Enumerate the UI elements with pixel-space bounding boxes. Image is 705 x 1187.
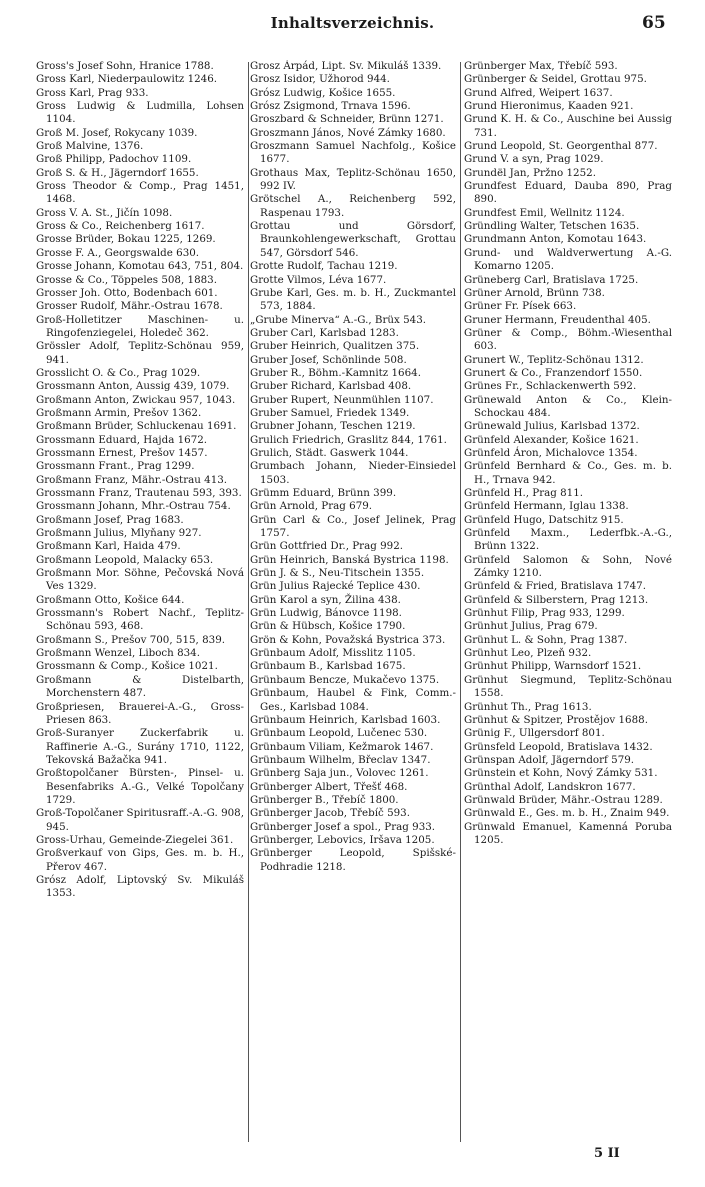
index-entry: Grün & Hübsch, Košice 1790.: [250, 620, 406, 633]
index-entry: Grünhut Filip, Prag 933, 1299.: [464, 607, 625, 620]
index-entry: Grundfest Emil, Wellnitz 1124.: [464, 206, 625, 219]
index-entry: Grünfeld Bernhard & Co., Ges. m. b. H., Trnava 942.: [464, 460, 672, 486]
index-entry: Grün Julius Rajecké Teplice 430.: [250, 580, 421, 593]
index-entry: „Grube Minerva“ A.-G., Brüx 543.: [250, 313, 427, 326]
index-entry: Grosse F. A., Georgswalde 630.: [36, 246, 200, 259]
index-entry: Grund V. a syn, Prag 1029.: [464, 153, 604, 166]
index-entry: Großmann Franz, Mähr.-Ostrau 413.: [36, 473, 228, 486]
index-entry: Grube Karl, Ges. m. b. H., Zuckmantel 573, 1884.: [250, 286, 456, 313]
index-entry: Grön & Kohn, Považská Bystrica 373.: [250, 633, 446, 646]
index-entry: Grossmann Ernest, Prešov 1457.: [36, 446, 208, 459]
index-entry: Grosser Rudolf, Mähr.-Ostrau 1678.: [36, 300, 223, 313]
page-title: Inhaltsverzeichnis.: [270, 14, 435, 32]
index-entry: Grün Gottfried Dr., Prag 992.: [250, 540, 404, 553]
index-entry: Groß-Holletitzer Maschinen- u. Ringofenziegelei, Holedeč 362.: [36, 313, 244, 339]
index-entry: Grünbaum Heinrich, Karlsbad 1603.: [250, 713, 441, 726]
index-entry: Grund Hieronimus, Kaaden 921.: [464, 100, 634, 113]
index-entry: Großmann Julius, Mlyňany 927.: [36, 527, 202, 540]
index-entry: Gross Ludwig & Ludmilla, Lohsen 1104.: [36, 100, 244, 126]
index-entry: Grünewald Julius, Karlsbad 1372.: [464, 420, 640, 433]
index-entry: Grünhut L. & Sohn, Prag 1387.: [464, 633, 628, 646]
index-entry: Grünfeld Hugo, Datschitz 915.: [464, 513, 624, 526]
index-entry: Gruber R., Böhm.-Kamnitz 1664.: [250, 366, 421, 379]
index-entry: Großmann Armin, Prešov 1362.: [36, 406, 202, 419]
index-entry: Grünbaum Wilhelm, Břeclav 1347.: [250, 753, 431, 766]
index-entry: Grund Alfred, Weipert 1637.: [464, 86, 613, 99]
index-entry: Gruber Richard, Karlsbad 408.: [250, 380, 412, 393]
index-entry: Grünwald E., Ges. m. b. H., Znaim 949.: [464, 807, 670, 820]
index-entry: Grünhut Siegmund, Teplitz-Schönau 1558.: [464, 673, 672, 700]
index-entry: Grünberger Albert, Třešť 468.: [250, 780, 408, 793]
index-entry: Grumbach Johann, Nieder-Einsiedel 1503.: [250, 460, 456, 486]
index-entry: Grünberger, Lebovics, Iršava 1205.: [250, 833, 435, 846]
index-entry: Grundël Jan, Pržno 1252.: [464, 166, 596, 179]
index-entry: Grünwald Emanuel, Kamenná Poruba 1205.: [464, 820, 672, 846]
index-entry: Grünes Fr., Schlackenwerth 592.: [464, 380, 637, 393]
index-entry: Grund- und Waldverwertung A.-G. Komarno 1205.: [464, 246, 672, 273]
index-entry: Großtopolčaner Bürsten-, Pinsel- u. Besenfabriks A.-G., Velké Topolčany 1729.: [36, 767, 244, 806]
index-entry: Grünbaum Viliam, Kežmarok 1467.: [250, 740, 434, 753]
index-entry: Grünfeld Alexander, Košice 1621.: [464, 433, 639, 446]
index-entry: Grubner Johann, Teschen 1219.: [250, 420, 416, 433]
index-entry: Grünbaum B., Karlsbad 1675.: [250, 660, 406, 673]
index-entry: Grundfest Eduard, Dauba 890, Prag 890.: [464, 180, 672, 206]
index-entry: Grünberger Jacob, Třebíč 593.: [250, 807, 411, 820]
index-entry: Groß Philipp, Padochov 1109.: [36, 153, 192, 166]
index-entry: Großpriesen, Brauerei-A.-G., Gross-Priesen 863.: [36, 700, 244, 726]
index-entry: Grüner Fr. Písek 663.: [464, 300, 577, 313]
index-entry: Gruber Carl, Karlsbad 1283.: [250, 326, 399, 339]
index-entry: Grünstein et Kohn, Nový Zámky 531.: [464, 767, 658, 780]
index-entry: Grund K. H. & Co., Auschine bei Aussig 731.: [464, 113, 672, 139]
index-entry: Grössler Adolf, Teplitz-Schönau 959, 941.: [36, 340, 244, 366]
index-entry: Grossmann Eduard, Hajda 1672.: [36, 433, 208, 446]
index-entry: Groszbard & Schneider, Brünn 1271.: [250, 113, 444, 126]
index-entry: Grüner Arnold, Brünn 738.: [464, 286, 605, 299]
index-entry: Gruber Samuel, Friedek 1349.: [250, 406, 410, 419]
index-entry: Grossmann Anton, Aussig 439, 1079.: [36, 380, 230, 393]
index-entry: Grünberger B., Třebíč 1800.: [250, 793, 399, 806]
index-entry: Gruber Josef, Schönlinde 508.: [250, 353, 407, 366]
index-entry: Gruner Hermann, Freudenthal 405.: [464, 313, 651, 326]
index-entry: Grothaus Max, Teplitz-Schönau 1650, 992 IV.: [250, 166, 456, 193]
index-entry: Grünthal Adolf, Landskron 1677.: [464, 780, 636, 793]
index-entry: Grossmann & Comp., Košice 1021.: [36, 660, 218, 673]
index-entry: Grün Heinrich, Banská Bystrica 1198.: [250, 553, 449, 566]
index-entry: Grünfeld Maxm., Lederfbk.-A.-G., Brünn 1322.: [464, 527, 672, 553]
index-entry: Grünhut Philipp, Warnsdorf 1521.: [464, 660, 642, 673]
index-entry: Grosslicht O. & Co., Prag 1029.: [36, 366, 201, 379]
index-entry: Grunert W., Teplitz-Schönau 1312.: [464, 353, 644, 366]
index-entry: Grünbaum, Haubel & Fink, Comm.-Ges., Karlsbad 1084.: [250, 687, 456, 713]
index-entry: Grötschel A., Reichenberg 592, Raspenau 1793.: [250, 193, 456, 219]
index-entry: Grünbaum Bencze, Mukačevo 1375.: [250, 673, 440, 686]
index-entry: Grünig F., Ullgersdorf 801.: [464, 727, 605, 740]
index-entry: Groß M. Josef, Rokycany 1039.: [36, 126, 198, 139]
index-entry: Gross V. A. St., Jičín 1098.: [36, 206, 173, 219]
index-entry: Grünfeld Salomon & Sohn, Nové Zámky 1210.: [464, 553, 672, 580]
index-entry: Grünhut & Spitzer, Prostějov 1688.: [464, 713, 648, 726]
index-entry: Grosser Joh. Otto, Bodenbach 601.: [36, 286, 218, 299]
index-entry: Grosse Brüder, Bokau 1225, 1269.: [36, 233, 216, 246]
index-entry: Großmann Josef, Prag 1683.: [36, 513, 184, 526]
index-entry: Grósz Ludwig, Košice 1655.: [250, 86, 396, 99]
index-entry: Grünberger Max, Třebíč 593.: [464, 60, 618, 72]
index-column-3: [464, 60, 672, 1160]
index-entry: Grottau und Görsdorf, Braunkohlengewerkschaft, Grottau 547, Görsdorf 546.: [250, 220, 456, 259]
index-entry: Groß Malvine, 1376.: [36, 140, 144, 153]
index-entry: Grünhut Leo, Plzeň 932.: [464, 647, 592, 660]
index-entry: Grosz Isidor, Užhorod 944.: [250, 73, 390, 86]
index-entry: Grünfeld H., Prag 811.: [464, 487, 584, 499]
index-entry: Grotte Vilmos, Léva 1677.: [250, 273, 387, 286]
index-entry: Grossmann's Robert Nachf., Teplitz-Schönau 593, 468.: [36, 607, 244, 633]
page-number: 65: [642, 13, 666, 33]
index-entry: Grünberger Josef a spol., Prag 933.: [250, 820, 436, 833]
index-entry: Grünfeld & Fried, Bratislava 1747.: [464, 580, 646, 593]
index-entry: Gross & Co., Reichenberg 1617.: [36, 220, 205, 233]
index-entry: Grünbaum Adolf, Misslitz 1105.: [250, 647, 416, 660]
index-entry: Großmann Karl, Haida 479.: [36, 540, 181, 553]
index-columns: [36, 60, 672, 1160]
index-entry: Grossmann Frant., Prag 1299.: [36, 460, 195, 473]
index-entry: Grün Ludwig, Bánovce 1198.: [250, 607, 402, 620]
index-entry: Grosse & Co., Töppeles 508, 1883.: [36, 273, 218, 286]
index-entry: Grünfeld & Silberstern, Prag 1213.: [464, 593, 649, 606]
index-column-1: [36, 60, 244, 1160]
index-entry: Grunert & Co., Franzendorf 1550.: [464, 366, 643, 379]
index-entry: Grünhut Th., Prag 1613.: [464, 700, 592, 713]
index-entry: Grün Carl & Co., Josef Jelinek, Prag 1757.: [250, 513, 456, 540]
index-entry: Grósz Zsigmond, Trnava 1596.: [250, 100, 411, 113]
index-entry: Großmann Otto, Košice 644.: [36, 593, 185, 606]
index-entry: Gross's Josef Sohn, Hranice 1788.: [36, 60, 214, 72]
index-entry: Großmann Brüder, Schluckenau 1691.: [36, 420, 237, 433]
index-entry: Grossmann Johann, Mhr.-Ostrau 754.: [36, 500, 231, 513]
index-entry: Grundmann Anton, Komotau 1643.: [464, 233, 647, 246]
index-entry: Groß S. & H., Jägerndorf 1655.: [36, 166, 199, 179]
index-entry: Grünewald Anton & Co., Klein-Schockau 484.: [464, 393, 672, 419]
index-entry: Gross Theodor & Comp., Prag 1451, 1468.: [36, 180, 244, 206]
index-entry: Grünsfeld Leopold, Bratislava 1432.: [464, 740, 653, 753]
index-entry: Grulich, Städt. Gaswerk 1044.: [250, 446, 409, 459]
index-entry: Großmann Wenzel, Liboch 834.: [36, 647, 201, 660]
index-entry: Groß-Topolčaner Spiritusraff.-A.-G. 908, 945.: [36, 807, 244, 833]
index-entry: Grünberg Saja jun., Volovec 1261.: [250, 767, 429, 780]
index-entry: Grund Leopold, St. Georgenthal 877.: [464, 140, 658, 153]
index-entry: Grotte Rudolf, Tachau 1219.: [250, 260, 398, 273]
index-entry: Grosse Johann, Komotau 643, 751, 804.: [36, 260, 244, 273]
index-entry: Gross-Urhau, Gemeinde-Ziegelei 361.: [36, 833, 234, 846]
index-entry: Grün Karol a syn, Žilina 438.: [250, 593, 401, 606]
signature-mark: 5 II: [594, 1146, 620, 1161]
index-entry: Grünfeld Hermann, Iglau 1338.: [464, 500, 629, 513]
index-entry: Gross Karl, Prag 933.: [36, 86, 149, 99]
index-entry: Gruber Heinrich, Qualitzen 375.: [250, 340, 420, 353]
index-entry: Grulich Friedrich, Graslitz 844, 1761.: [250, 433, 447, 446]
index-entry: Großmann Mor. Söhne, Pečovská Nová Ves 1329.: [36, 567, 244, 593]
index-entry: Grosz Árpád, Lipt. Sv. Mikuláš 1339.: [250, 60, 442, 72]
index-entry: Groszmann Samuel Nachfolg., Košice 1677.: [250, 140, 456, 166]
index-entry: Gründling Walter, Tetschen 1635.: [464, 220, 640, 233]
index-entry: Grünfeld Áron, Michalovce 1354.: [464, 446, 638, 459]
index-entry: Grossmann Franz, Trautenau 593, 393.: [36, 487, 242, 499]
index-entry: Grümm Eduard, Brünn 399.: [250, 487, 397, 499]
index-entry: Grün Arnold, Prag 679.: [250, 500, 373, 513]
index-entry: Grósz Adolf, Liptovský Sv. Mikuláš 1353.: [36, 873, 244, 900]
index-entry: Grünberger & Seidel, Grottau 975.: [464, 73, 647, 86]
index-entry: Großmann Leopold, Malacky 653.: [36, 553, 214, 566]
index-entry: Großverkauf von Gips, Ges. m. b. H., Přerov 467.: [36, 847, 244, 873]
index-entry: Großmann S., Prešov 700, 515, 839.: [36, 633, 226, 646]
index-column-2: [250, 60, 456, 1160]
index-entry: Grünhut Julius, Prag 679.: [464, 620, 598, 633]
index-entry: Grünwald Brüder, Mähr.-Ostrau 1289.: [464, 793, 663, 806]
index-entry: Grüneberg Carl, Bratislava 1725.: [464, 273, 639, 286]
index-entry: Grünberger Leopold, Spišské-Podhradie 1218.: [250, 847, 456, 873]
index-entry: Grünbaum Leopold, Lučenec 530.: [250, 727, 428, 740]
index-entry: Gruber Rupert, Neunmühlen 1107.: [250, 393, 434, 406]
index-entry: Grüner & Comp., Böhm.-Wiesenthal 603.: [464, 326, 672, 353]
index-entry: Großmann Anton, Zwickau 957, 1043.: [36, 393, 236, 406]
index-entry: Gross Karl, Niederpaulowitz 1246.: [36, 73, 218, 86]
index-entry: Groszmann János, Nové Zámky 1680.: [250, 126, 446, 139]
index-entry: Grünspan Adolf, Jägerndorf 579.: [464, 753, 635, 766]
index-entry: Groß-Suranyer Zuckerfabrik u. Raffinerie A.-G., Surány 1710, 1122, Tekovská Bažačka 941.: [36, 727, 244, 766]
index-entry: Großmann & Distelbarth, Morchenstern 487.: [36, 673, 244, 700]
index-entry: Grün J. & S., Neu-Titschein 1355.: [250, 567, 425, 580]
